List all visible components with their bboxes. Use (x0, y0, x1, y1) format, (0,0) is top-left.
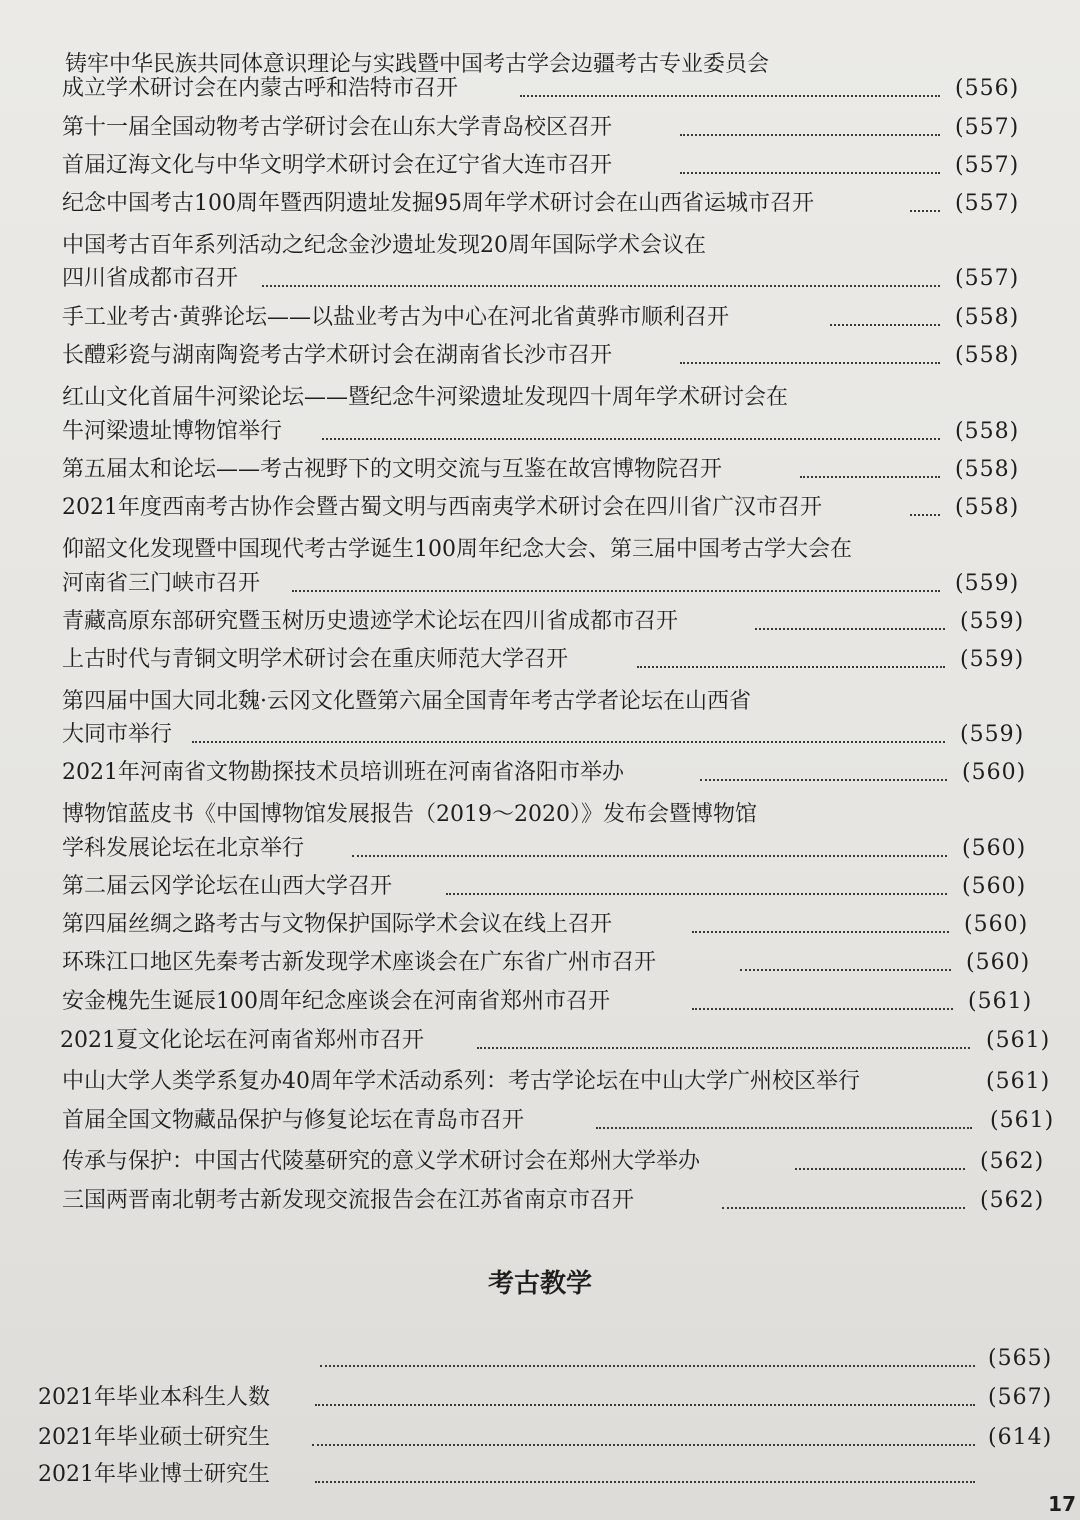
dot-leader (192, 741, 945, 743)
toc-entry[interactable] (0, 567, 1080, 601)
entry-title: 2021年度西南考古协作会暨古蜀文明与西南夷学术研讨会在四川省广汉市召开 (62, 495, 822, 520)
entry-title: 三国两晋南北朝考古新发现交流报告会在江苏省南京市召开 (62, 1188, 635, 1213)
dot-leader (596, 1127, 972, 1129)
entry-page-number: (614) (988, 1425, 1053, 1450)
entry-title: 纪念中国考古100周年暨西阴遗址发掘95周年学术研讨会在山西省运城市召开 (62, 191, 814, 216)
dot-leader (680, 362, 940, 364)
entry-page-number: (561) (986, 1069, 1051, 1094)
entry-title: 牛河梁遗址博物馆举行 (62, 419, 283, 444)
toc-entry[interactable] (0, 491, 1080, 525)
entry-title: 长醴彩瓷与湖南陶瓷考古学术研讨会在湖南省长沙市召开 (62, 343, 613, 368)
entry-page-number: (557) (955, 153, 1020, 178)
dot-leader (477, 1047, 970, 1049)
entry-page-number: (559) (960, 722, 1025, 747)
entry-title: 第二届云冈学论坛在山西大学召开 (62, 874, 393, 899)
entry-page-number: (562) (980, 1149, 1045, 1174)
section-toc-entry[interactable] (0, 1421, 1080, 1455)
toc-entry[interactable] (0, 149, 1080, 183)
entry-title: 首届全国文物藏品保护与修复论坛在青岛市召开 (62, 1108, 525, 1133)
toc-entry[interactable] (0, 1024, 1080, 1058)
entry-page-number: (557) (955, 191, 1020, 216)
toc-entry[interactable] (0, 301, 1080, 335)
toc-entry[interactable] (0, 381, 1080, 415)
entry-page-number: (557) (955, 115, 1020, 140)
entry-page-number: (562) (980, 1188, 1045, 1213)
entry-title: 博物馆蓝皮书《中国博物馆发展报告（2019～2020）》发布会暨博物馆 (62, 802, 757, 827)
entry-page-number: (558) (955, 457, 1020, 482)
entry-title: 河南省三门峡市召开 (62, 571, 261, 596)
toc-entry[interactable] (0, 798, 1080, 832)
entry-title: 手工业考古·黄骅论坛——以盐业考古为中心在河北省黄骅市顺利召开 (62, 305, 729, 330)
entry-title: 第四届丝绸之路考古与文物保护国际学术会议在线上召开 (62, 912, 613, 937)
entry-title: 首届辽海文化与中华文明学术研讨会在辽宁省大连市召开 (62, 153, 613, 178)
toc-entry[interactable] (0, 229, 1080, 263)
toc-entry[interactable] (0, 870, 1080, 904)
entry-title: 第四届中国大同北魏·云冈文化暨第六届全国青年考古学者论坛在山西省 (62, 689, 751, 714)
entry-title: 红山文化首届牛河梁论坛——暨纪念牛河梁遗址发现四十周年学术研讨会在 (62, 385, 789, 410)
entry-page-number: (558) (955, 305, 1020, 330)
entry-page-number: (565) (988, 1346, 1053, 1371)
toc-entry[interactable] (0, 1184, 1080, 1218)
entry-page-number: (559) (955, 571, 1020, 596)
entry-title: 中国考古百年系列活动之纪念金沙遗址发现20周年国际学术会议在 (62, 233, 706, 258)
dot-leader (692, 931, 949, 933)
section-toc-entry[interactable] (0, 1381, 1080, 1415)
entry-title: 铸牢中华民族共同体意识理论与实践暨中国考古学会边疆考古专业委员会 (65, 52, 770, 77)
entry-title: 第五届太和论坛——考古视野下的文明交流与互鉴在故宫博物院召开 (62, 457, 723, 482)
entry-page-number: (567) (988, 1385, 1053, 1410)
section-toc-entry[interactable] (0, 1342, 1080, 1376)
dot-leader (446, 893, 947, 895)
toc-entry[interactable] (0, 643, 1080, 677)
entry-page-number: (559) (960, 647, 1025, 672)
section-toc-entry[interactable] (0, 1458, 1080, 1492)
dot-leader (292, 590, 940, 592)
toc-entry[interactable] (0, 1065, 1080, 1099)
entry-title: 2021夏文化论坛在河南省郑州市召开 (60, 1028, 424, 1053)
entry-title: 2021年河南省文物勘探技术员培训班在河南省洛阳市举办 (62, 760, 624, 785)
toc-entry[interactable] (0, 908, 1080, 942)
entry-title: 青藏高原东部研究暨玉树历史遗迹学术论坛在四川省成都市召开 (62, 609, 679, 634)
section-heading: 考古教学 (487, 1269, 592, 1299)
entry-page-number: (558) (955, 495, 1020, 520)
toc-entry[interactable] (0, 262, 1080, 296)
entry-title: 仰韶文化发现暨中国现代考古学诞生100周年纪念大会、第三届中国考古学大会在 (62, 537, 852, 562)
entry-page-number: (558) (955, 419, 1020, 444)
dot-leader (755, 628, 945, 630)
toc-entry[interactable] (0, 187, 1080, 221)
toc-entry[interactable] (0, 453, 1080, 487)
entry-title: 学科发展论坛在北京举行 (62, 836, 305, 861)
dot-leader (262, 285, 940, 287)
entry-title: 2021年毕业本科生人数 (38, 1385, 270, 1410)
page-folio: 17 (1048, 1492, 1076, 1516)
entry-page-number: (558) (955, 343, 1020, 368)
dot-leader (800, 476, 940, 478)
dot-leader (520, 95, 940, 97)
dot-leader (830, 324, 940, 326)
entry-page-number: (559) (960, 609, 1025, 634)
dot-leader (637, 666, 945, 668)
dot-leader (795, 1168, 965, 1170)
entry-page-number: (557) (955, 266, 1020, 291)
dot-leader (322, 438, 940, 440)
toc-entry[interactable] (0, 111, 1080, 145)
entry-title: 上古时代与青铜文明学术研讨会在重庆师范大学召开 (62, 647, 569, 672)
entry-page-number: (561) (990, 1108, 1055, 1133)
toc-entry[interactable] (0, 1104, 1080, 1138)
toc-entry[interactable] (0, 72, 1080, 106)
entry-title: 2021年毕业硕士研究生 (38, 1425, 270, 1450)
entry-page-number: (560) (966, 950, 1031, 975)
entry-title: 成立学术研讨会在内蒙古呼和浩特市召开 (62, 76, 459, 101)
toc-entry[interactable] (0, 985, 1080, 1019)
entry-title: 第十一届全国动物考古学研讨会在山东大学青岛校区召开 (62, 115, 613, 140)
toc-entry[interactable] (0, 718, 1080, 752)
entry-title: 传承与保护：中国古代陵墓研究的意义学术研讨会在郑州大学举办 (62, 1149, 701, 1174)
dot-leader (740, 969, 951, 971)
toc-entry[interactable] (0, 339, 1080, 373)
entry-page-number: (561) (986, 1028, 1051, 1053)
toc-entry[interactable] (0, 415, 1080, 449)
entry-title: 中山大学人类学系复办40周年学术活动系列：考古学论坛在中山大学广州校区举行 (62, 1069, 860, 1094)
dot-leader (722, 1207, 965, 1209)
dot-leader (910, 210, 940, 212)
dot-leader (700, 779, 947, 781)
entry-page-number: (560) (962, 760, 1027, 785)
entry-title: 2021年毕业博士研究生 (38, 1462, 270, 1487)
toc-entry[interactable] (0, 685, 1080, 719)
entry-page-number: (556) (955, 76, 1020, 101)
dot-leader (320, 1365, 975, 1367)
entry-page-number: (560) (962, 836, 1027, 861)
toc-entry[interactable] (0, 605, 1080, 639)
dot-leader (692, 1008, 953, 1010)
toc-entry[interactable] (0, 946, 1080, 980)
entry-title: 环珠江口地区先秦考古新发现学术座谈会在广东省广州市召开 (62, 950, 657, 975)
dot-leader (315, 1404, 975, 1406)
entry-page-number: (560) (964, 912, 1029, 937)
entry-title: 四川省成都市召开 (62, 266, 239, 291)
entry-page-number: (561) (968, 989, 1033, 1014)
entry-page-number: (560) (962, 874, 1027, 899)
dot-leader (680, 134, 940, 136)
dot-leader (352, 855, 947, 857)
toc-entry[interactable] (0, 756, 1080, 790)
dot-leader (680, 172, 940, 174)
entry-title: 大同市举行 (62, 722, 173, 747)
dot-leader (315, 1481, 975, 1483)
toc-entry[interactable] (0, 533, 1080, 567)
dot-leader (910, 514, 940, 516)
toc-entry[interactable] (0, 832, 1080, 866)
entry-title: 安金槐先生诞辰100周年纪念座谈会在河南省郑州市召开 (62, 989, 610, 1014)
dot-leader (312, 1444, 975, 1446)
toc-entry[interactable] (0, 1145, 1080, 1179)
